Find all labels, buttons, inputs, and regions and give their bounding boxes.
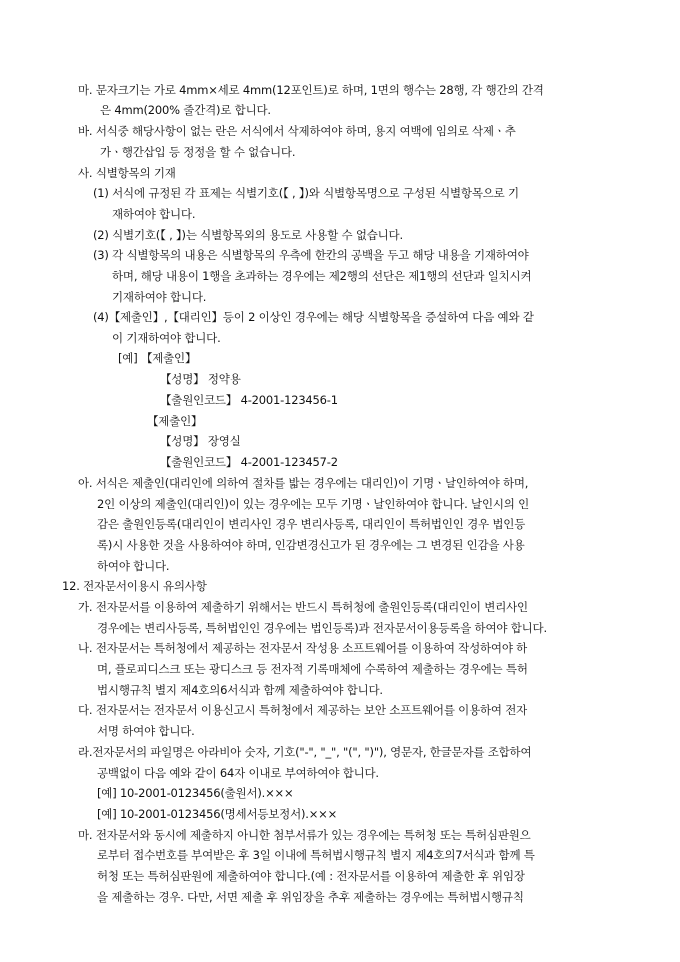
text-line: (3) 각 식별항목의 내용은 식별항목의 우측에 한칸의 공백을 두고 해당 내용을 기재하여야 [93, 248, 529, 262]
text-line: 을 제출하는 경우. 다만, 서면 제출 후 위임장을 추후 제출하는 경우에는 특허법시행규칙 [97, 890, 524, 904]
text-line: [예] 10-2001-0123456(명세서등보정서).××× [97, 807, 338, 821]
text-line: (4)【제출인】,【대리인】등이 2 이상인 경우에는 해당 식별항목을 증설하여 다음 예와 같 [93, 310, 534, 324]
text-line: 이 기재하여야 합니다. [112, 331, 221, 345]
text-line: 하여야 합니다. [97, 559, 170, 573]
text-line: 사. 식별항목의 기재 [78, 166, 176, 180]
text-line: (1) 서식에 규정된 각 표제는 식별기호(【 , 】)와 식별항목명으로 구성된 식별항목으로 기 [93, 186, 519, 200]
text-line: 기재하여야 합니다. [112, 290, 207, 304]
text-line: 라.전자문서의 파일명은 아라비아 숫자, 기호("-", "_", "(", ")"), 영문자, 한글문자를 조합하여 [78, 745, 532, 759]
text-line: 법시행규칙 별지 제4호의6서식과 함께 제출하여야 합니다. [97, 683, 383, 697]
text-line: 록)시 사용한 것을 사용하여야 하며, 인감변경신고가 된 경우에는 그 변경된 인감을 사용 [97, 538, 525, 552]
text-line: 【출원인코드】 4-2001-123456-1 [160, 393, 338, 407]
text-line: 【성명】 장영실 [160, 434, 241, 448]
text-line: 2인 이상의 제출인(대리인)이 있는 경우에는 모두 기명ㆍ날인하여야 합니다. 날인시의 인 [97, 497, 530, 511]
text-line: 12. 전자문서이용시 유의사항 [62, 579, 207, 593]
text-line: 서명 하여야 합니다. [97, 724, 195, 738]
text-line: 다. 전자문서는 전자문서 이용신고시 특허청에서 제공하는 보안 소프트웨어를 이용하여 전자 [78, 703, 528, 717]
text-line: 아. 서식은 제출인(대리인에 의하여 절차를 밟는 경우에는 대리인)이 기명ㆍ날인하여야 하며, [78, 476, 529, 490]
text-line: 허청 또는 특허심판원에 제출하여야 합니다.(예 : 전자문서를 이용하여 제출한 후 위임장 [97, 869, 525, 883]
text-line: 나. 전자문서는 특허청에서 제공하는 전자문서 작성용 소프트웨어를 이용하여 작성하여야 하 [78, 641, 528, 655]
text-line: 가. 전자문서를 이용하여 제출하기 위해서는 반드시 특허청에 출원인등록(대리인이 변리사인 [78, 600, 528, 614]
text-line: 은 4mm(200% 줄간격)로 합니다. [100, 103, 271, 117]
text-line: 바. 서식중 해당사항이 없는 란은 서식에서 삭제하여야 하며, 용지 여백에 임의로 삭제ㆍ추 [78, 124, 516, 138]
text-line: 【출원인코드】 4-2001-123457-2 [160, 455, 338, 469]
text-line: 공백없이 다음 예와 같이 64자 이내로 부여하여야 합니다. [97, 766, 379, 780]
text-line: 【성명】 정약용 [160, 372, 241, 386]
text-line: 로부터 접수번호를 부여받은 후 3일 이내에 특허법시행규칙 별지 제4호의7서식과 함께 특 [97, 848, 535, 862]
text-line: 【제출인】 [147, 414, 203, 428]
text-line: 감은 출원인등록(대리인이 변리사인 경우 변리사등록, 대리인이 특허법인인 경우 법인등 [97, 517, 526, 531]
text-line: 마. 문자크기는 가로 4mm×세로 4mm(12포인트)로 하며, 1면의 행수는 28행, 각 행간의 간격 [78, 83, 544, 97]
text-line: (2) 식별기호(【 , 】)는 식별항목외의 용도로 사용할 수 없습니다. [93, 228, 403, 242]
text-line: 재하여야 합니다. [112, 207, 196, 221]
text-line: 가ㆍ행간삽입 등 정정을 할 수 없습니다. [100, 145, 296, 159]
text-line: [예] 10-2001-0123456(출원서).××× [97, 786, 294, 800]
text-line: 마. 전자문서와 동시에 제출하지 아니한 첨부서류가 있는 경우에는 특허청 또는 특허심판원으 [78, 828, 531, 842]
text-line: 경우에는 변리사등록, 특허법인인 경우에는 법인등록)과 전자문서이용등록을 하여야 합니다. [97, 621, 547, 635]
text-line: 하며, 해당 내용이 1행을 초과하는 경우에는 제2행의 선단은 제1행의 선단과 일치시켜 [112, 269, 532, 283]
text-line: 며, 플로피디스크 또는 광디스크 등 전자적 기록매체에 수록하여 제출하는 경우에는 특허 [97, 662, 528, 676]
text-line: [예] 【제출인】 [118, 351, 197, 365]
